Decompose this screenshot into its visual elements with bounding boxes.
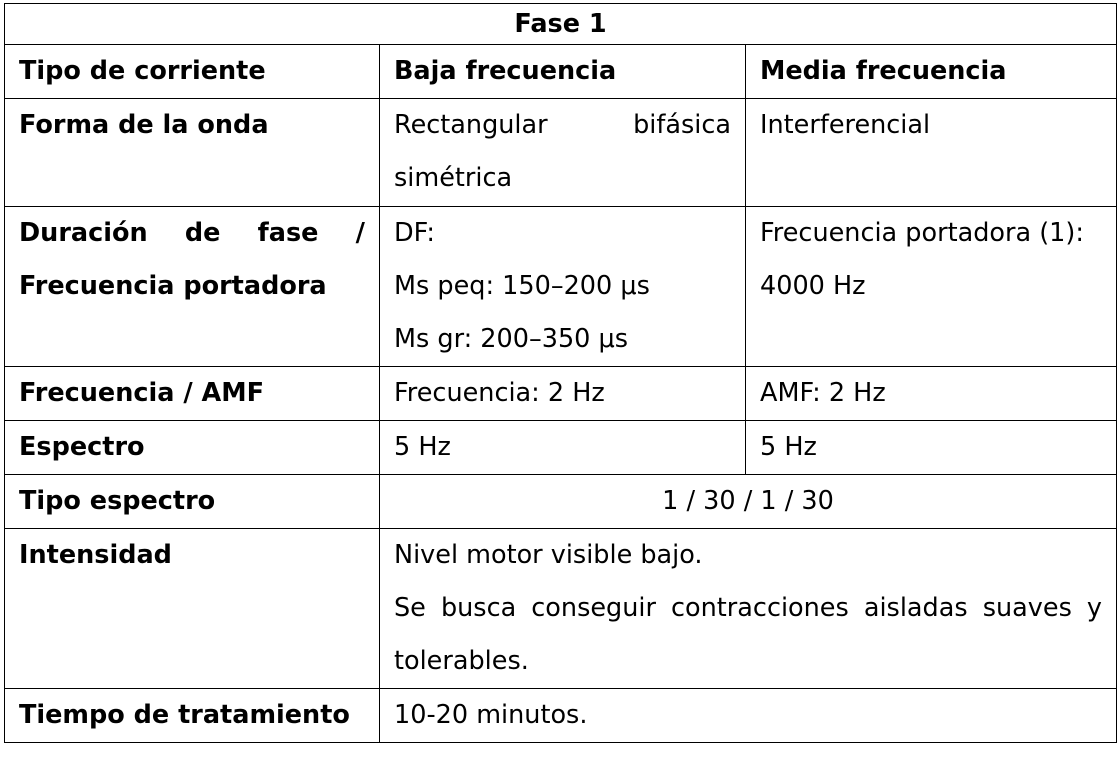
table-row <box>5 475 1117 529</box>
cell-baja-espectro: 5 Hz <box>380 421 746 475</box>
table-row <box>5 689 1117 743</box>
cell-media-espectro: 5 Hz <box>746 421 1117 475</box>
cell-line: Rectangular bifásica <box>394 110 731 140</box>
table-row <box>5 45 1117 99</box>
cell-line: Se busca conseguir contracciones aisladas suaves y <box>394 593 1103 623</box>
cell-media-amf: AMF: 2 Hz <box>746 367 1117 421</box>
cell-tipo-espectro: 1 / 30 / 1 / 30 <box>380 475 1117 529</box>
cell-line: DF: <box>394 218 435 248</box>
cell-line: Duración de fase / <box>19 218 365 248</box>
cell-intensidad <box>380 529 1117 689</box>
table-title: Fase 1 <box>5 4 1117 45</box>
row-label-tipo-espectro: Tipo espectro <box>5 475 380 529</box>
row-label-intensidad: Intensidad <box>5 529 380 689</box>
table-row <box>5 367 1117 421</box>
row-label-espectro: Espectro <box>5 421 380 475</box>
table-title-row <box>5 4 1117 45</box>
cell-line: Ms gr: 200–350 μs <box>394 324 629 354</box>
cell-line: simétrica <box>394 163 513 193</box>
row-label-frecuencia-amf: Frecuencia / AMF <box>5 367 380 421</box>
cell-line: Frecuencia portadora (1): <box>760 218 1084 248</box>
table-row <box>5 529 1117 689</box>
column-header-baja: Baja frecuencia <box>380 45 746 99</box>
column-header-media: Media frecuencia <box>746 45 1117 99</box>
fase-table <box>4 3 1117 743</box>
table-row <box>5 421 1117 475</box>
cell-line: Ms peq: 150–200 μs <box>394 271 650 301</box>
cell-baja-frecuencia: Frecuencia: 2 Hz <box>380 367 746 421</box>
row-label-duracion-fase <box>5 207 380 367</box>
cell-line: Frecuencia portadora <box>19 271 327 301</box>
cell-line: tolerables. <box>394 646 529 676</box>
row-label-tipo-corriente: Tipo de corriente <box>5 45 380 99</box>
row-label-forma-onda: Forma de la onda <box>5 99 380 207</box>
cell-line: Nivel motor visible bajo. <box>394 540 703 570</box>
table-row <box>5 99 1117 207</box>
cell-media-forma-onda: Interferencial <box>746 99 1117 207</box>
cell-baja-duracion-fase <box>380 207 746 367</box>
row-label-tiempo-tratamiento: Tiempo de tratamiento <box>5 689 380 743</box>
cell-line: 4000 Hz <box>760 271 866 301</box>
table-row <box>5 207 1117 367</box>
cell-tiempo-tratamiento: 10-20 minutos. <box>380 689 1117 743</box>
cell-baja-forma-onda <box>380 99 746 207</box>
cell-media-duracion-fase <box>746 207 1117 367</box>
